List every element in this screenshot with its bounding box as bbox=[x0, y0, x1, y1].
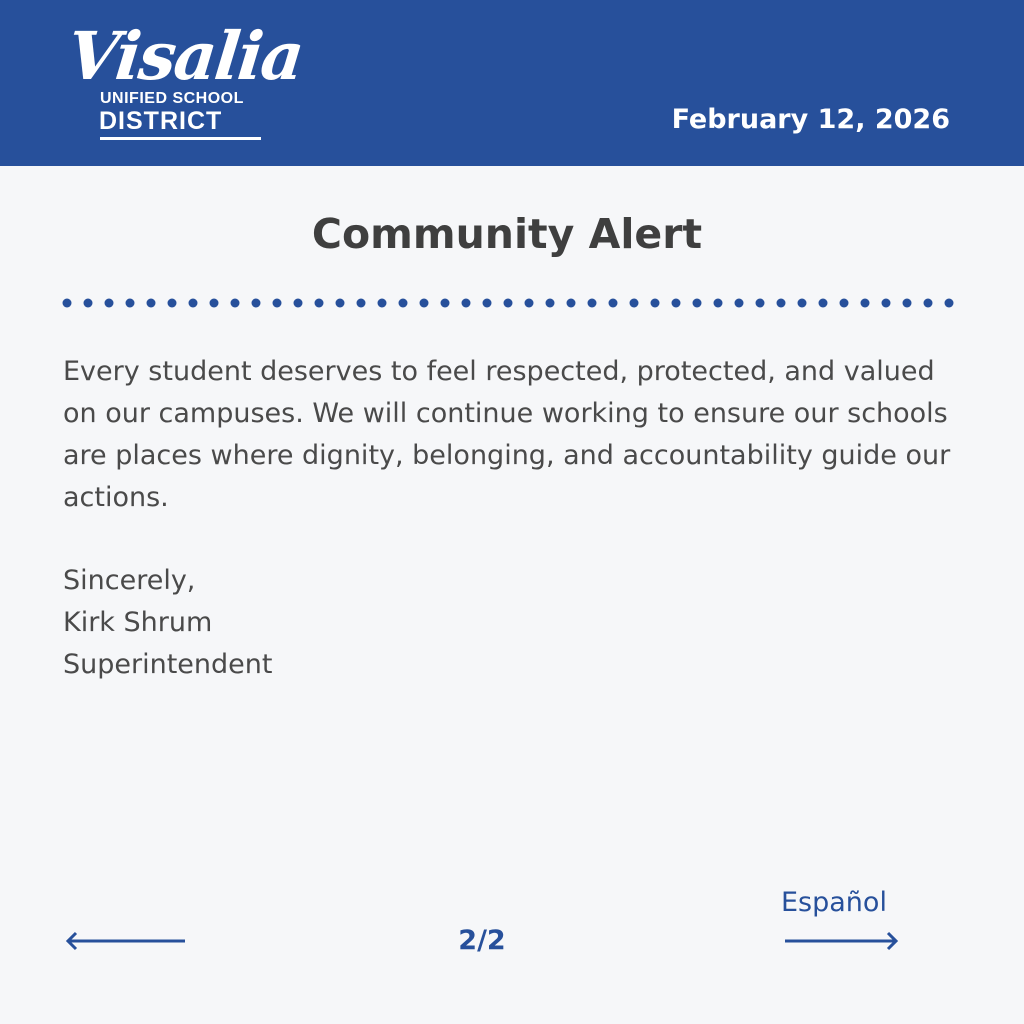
divider-dot bbox=[567, 299, 576, 308]
arrow-left-icon[interactable] bbox=[64, 929, 188, 953]
divider-dot bbox=[399, 299, 408, 308]
divider-dot bbox=[420, 299, 429, 308]
divider-dot bbox=[315, 299, 324, 308]
header-banner bbox=[0, 0, 1024, 166]
divider-dot bbox=[189, 299, 198, 308]
divider-dot bbox=[525, 299, 534, 308]
divider-dot bbox=[252, 299, 261, 308]
divider-dot bbox=[462, 299, 471, 308]
divider-dot bbox=[84, 299, 93, 308]
divider-dot bbox=[672, 299, 681, 308]
divider-dot bbox=[147, 299, 156, 308]
divider-dot bbox=[924, 299, 933, 308]
closing-text: Sincerely, bbox=[63, 565, 196, 596]
message-body bbox=[63, 351, 963, 519]
district-logo-line2: DISTRICT bbox=[99, 107, 223, 135]
divider-dot bbox=[882, 299, 891, 308]
divider-dot bbox=[210, 299, 219, 308]
divider-dot bbox=[798, 299, 807, 308]
announcement-date: February 12, 2026 bbox=[671, 104, 950, 135]
divider-dot bbox=[714, 299, 723, 308]
divider-dot bbox=[777, 299, 786, 308]
divider-dot bbox=[168, 299, 177, 308]
divider-dot bbox=[357, 299, 366, 308]
divider-dot bbox=[294, 299, 303, 308]
divider-dot bbox=[273, 299, 282, 308]
divider-dot bbox=[693, 299, 702, 308]
divider-dot bbox=[735, 299, 744, 308]
divider-dot bbox=[630, 299, 639, 308]
divider-dot bbox=[588, 299, 597, 308]
district-logo-line1: UNIFIED SCHOOL bbox=[100, 90, 244, 107]
signature-block bbox=[63, 560, 272, 686]
divider-dot bbox=[231, 299, 240, 308]
divider-dot bbox=[903, 299, 912, 308]
arrow-right-icon[interactable] bbox=[782, 929, 900, 953]
divider-dot bbox=[861, 299, 870, 308]
district-logo-script: Visalia bbox=[63, 17, 307, 95]
page-title: Community Alert bbox=[311, 210, 703, 258]
divider-dot bbox=[126, 299, 135, 308]
signer-role: Superintendent bbox=[63, 649, 273, 680]
divider-dot bbox=[336, 299, 345, 308]
divider-dot bbox=[546, 299, 555, 308]
divider-dot bbox=[63, 299, 72, 308]
dotted-divider bbox=[60, 296, 956, 310]
divider-dot bbox=[483, 299, 492, 308]
divider-dot bbox=[378, 299, 387, 308]
divider-dot bbox=[105, 299, 114, 308]
divider-dot bbox=[441, 299, 450, 308]
divider-dot bbox=[756, 299, 765, 308]
divider-dot bbox=[504, 299, 513, 308]
signer-name: Kirk Shrum bbox=[63, 607, 213, 638]
divider-dot bbox=[651, 299, 660, 308]
divider-dot bbox=[609, 299, 618, 308]
logo-underline bbox=[100, 137, 261, 140]
divider-dot bbox=[840, 299, 849, 308]
divider-dot bbox=[945, 299, 954, 308]
divider-dot bbox=[819, 299, 828, 308]
page-indicator: 2/2 bbox=[458, 925, 506, 956]
body-paragraph: Every student deserves to feel respected, protected, and valued on our campuses. We will continue working to ensure our schools are places where dignity, belonging, and accountability guide our actions. bbox=[63, 356, 951, 513]
spanish-language-link[interactable]: Español bbox=[781, 887, 887, 918]
